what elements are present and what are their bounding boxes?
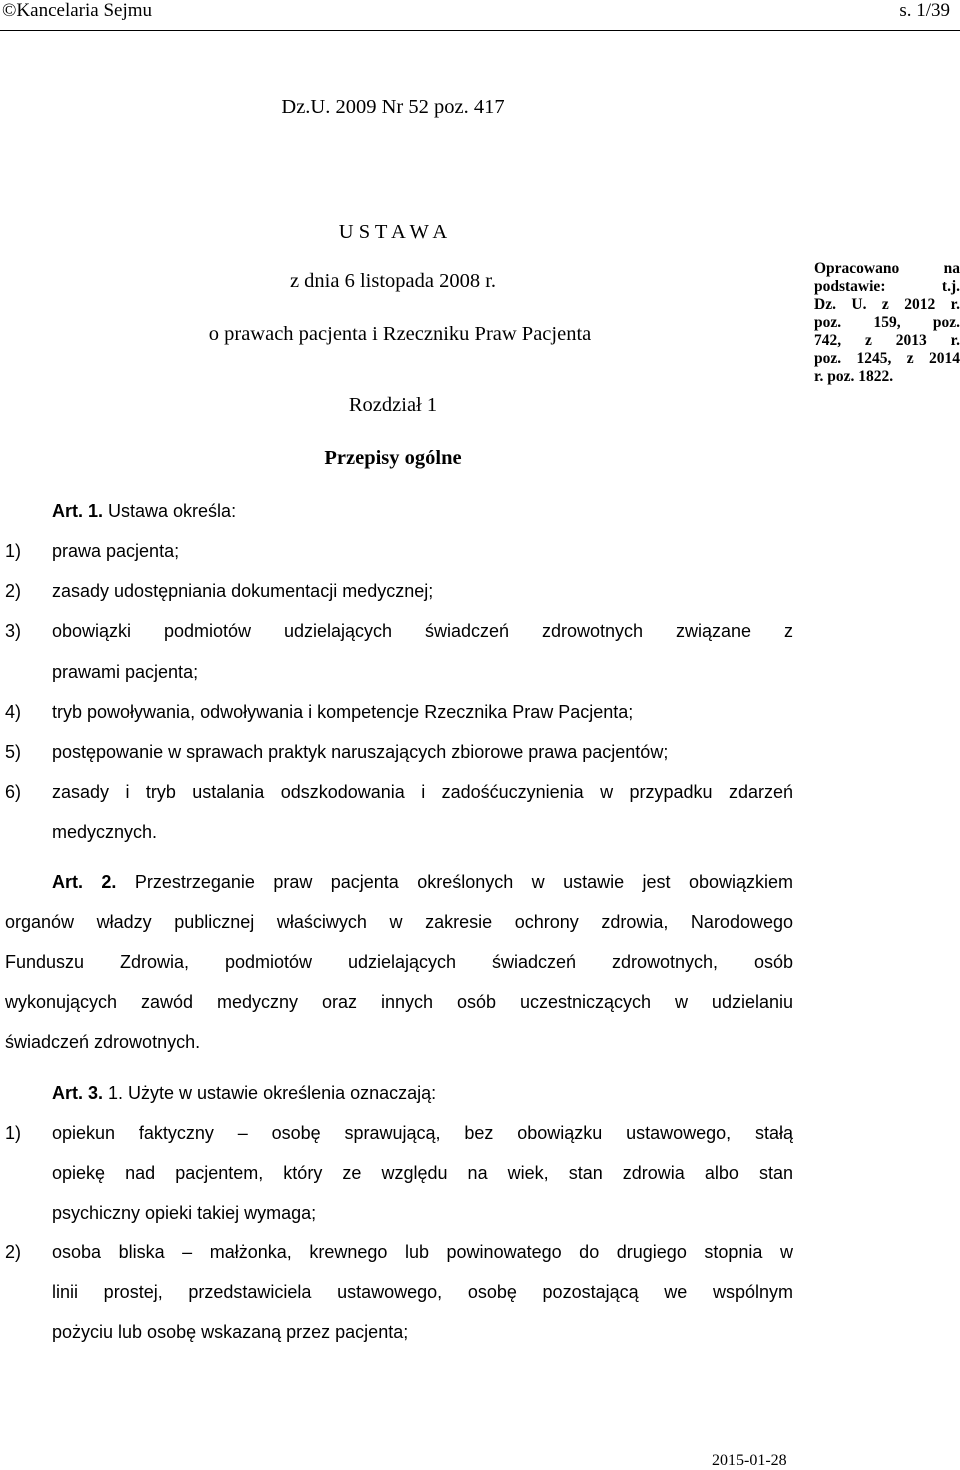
list-item-text: postępowanie w sprawach praktyk naruszających zbiorowe prawa pacjentów; [52,742,669,762]
chapter-number: Rozdział 1 [348,394,438,416]
sidebar-note-word: Opracowano [814,260,900,277]
sidebar-note-word: 2014 [928,350,960,367]
sidebar-note-word: poz. [932,314,960,331]
sidebar-note-word: poz. [814,314,842,331]
art2-label: Art. 2. [52,872,117,892]
sidebar-note-word: r. poz. 1822. [814,368,894,385]
list-item-text: opiekun faktyczny – osobę sprawującą, bez obowiązku ustawowego, stałą [52,1123,793,1143]
art2-line: Funduszu Zdrowia, podmiotów udzielających świadczeń zdrowotnych, osób [5,952,793,972]
art3-intro-text: 1. Użyte w ustawie określenia oznaczają: [103,1083,437,1103]
list-item-text: opiekę nad pacjentem, który ze względu na wiek, stan zdrowia albo stan [52,1162,793,1183]
list-item-text: obowiązki podmiotów udzielających świadczeń zdrowotnych związane z [52,621,793,642]
sidebar-note-word: 159, [873,314,901,331]
sidebar-note-line [814,332,960,350]
list-item-number: 2) [5,581,22,602]
art2-first-line [52,872,793,893]
list-item-number: 6) [5,782,22,803]
sidebar-note-word: r. [950,332,960,349]
sidebar-note-word: poz. [814,350,842,367]
list-item-number: 5) [5,742,22,762]
sidebar-note-word: z [865,332,872,349]
list-item-text: zasady i tryb ustalania odszkodowania i zadośćuczynienia w przypadku zdarzeń [52,782,793,803]
list-item-text: zasady udostępniania dokumentacji medycznej; [52,581,434,602]
list-item-number: 1) [5,1123,22,1143]
sidebar-note-word: U. [851,296,867,313]
sidebar-note-word: z [906,350,914,367]
art1-intro [52,501,236,522]
sidebar-note-word: na [943,260,960,277]
header-divider [0,30,960,31]
art3-label: Art. 3. [52,1083,104,1103]
sidebar-note-word: podstawie: [814,278,886,295]
sidebar-note-word: Dz. [814,296,836,313]
list-item-text: osoba bliska – małżonka, krewnego lub powinowatego do drugiego stopnia w [52,1242,793,1263]
art2-line: wykonujących zawód medyczny oraz innych osób uczestniczących w udzielaniu [5,992,793,1012]
sidebar-note [814,260,960,386]
list-item-text: medycznych. [52,822,158,843]
list-item-number: 1) [5,541,22,561]
list-item-number: 2) [5,1242,22,1263]
list-item-number: 4) [5,701,22,722]
sidebar-note-line [814,350,960,368]
sidebar-note-line [814,278,960,296]
list-item-text: linii prostej, przedstawiciela ustawowego, osobę pozostającą we wspólnym [52,1282,793,1303]
sidebar-note-word: t.j. [941,278,960,295]
sidebar-note-word: 2013 [895,332,927,349]
sidebar-note-line [814,368,960,386]
art2-line: organów władzy publicznej właściwych w zakresie ochrony zdrowia, Narodowego [5,912,793,932]
list-item-text: prawa pacjenta; [52,541,180,561]
sidebar-note-line [814,296,960,314]
page-number: s. 1/39 [899,0,950,21]
list-item-text: pożyciu lub osobę wskazaną przez pacjenta; [52,1322,409,1342]
footer-date: 2015-01-28 [712,1452,787,1469]
art2-first-line-text: Przestrzeganie praw pacjenta określonych w ustawie jest obowiązkiem [116,872,793,892]
journal-reference: Dz.U. 2009 Nr 52 poz. 417 [281,96,505,118]
chapter-title: Przepisy ogólne [324,447,462,469]
sidebar-note-line [814,314,960,332]
list-item-text: tryb powoływania, odwoływania i kompetencje Rzecznika Praw Pacjenta; [52,701,634,722]
sidebar-note-word: 1245, [856,350,892,367]
header-source: ©Kancelaria Sejmu [2,0,153,21]
sidebar-note-word: z [881,296,889,313]
list-item-text: psychiczny opieki takiej wymaga; [52,1202,317,1223]
sidebar-note-word: 2012 [904,296,936,313]
sidebar-note-line [814,260,960,278]
document-date: z dnia 6 listopada 2008 r. [289,270,497,292]
sidebar-note-word: 742, [814,332,842,349]
document-title: o prawach pacjenta i Rzeczniku Praw Pacjenta [208,323,592,345]
art3-intro [52,1083,436,1104]
art2-line: świadczeń zdrowotnych. [5,1032,201,1052]
sidebar-note-word: r. [950,296,960,313]
art1-label: Art. 1. [52,501,104,521]
document-type: U S T A W A [338,221,448,243]
list-item-text: prawami pacjenta; [52,661,199,682]
list-item-number: 3) [5,621,22,642]
art1-intro-text: Ustawa określa: [103,501,237,521]
